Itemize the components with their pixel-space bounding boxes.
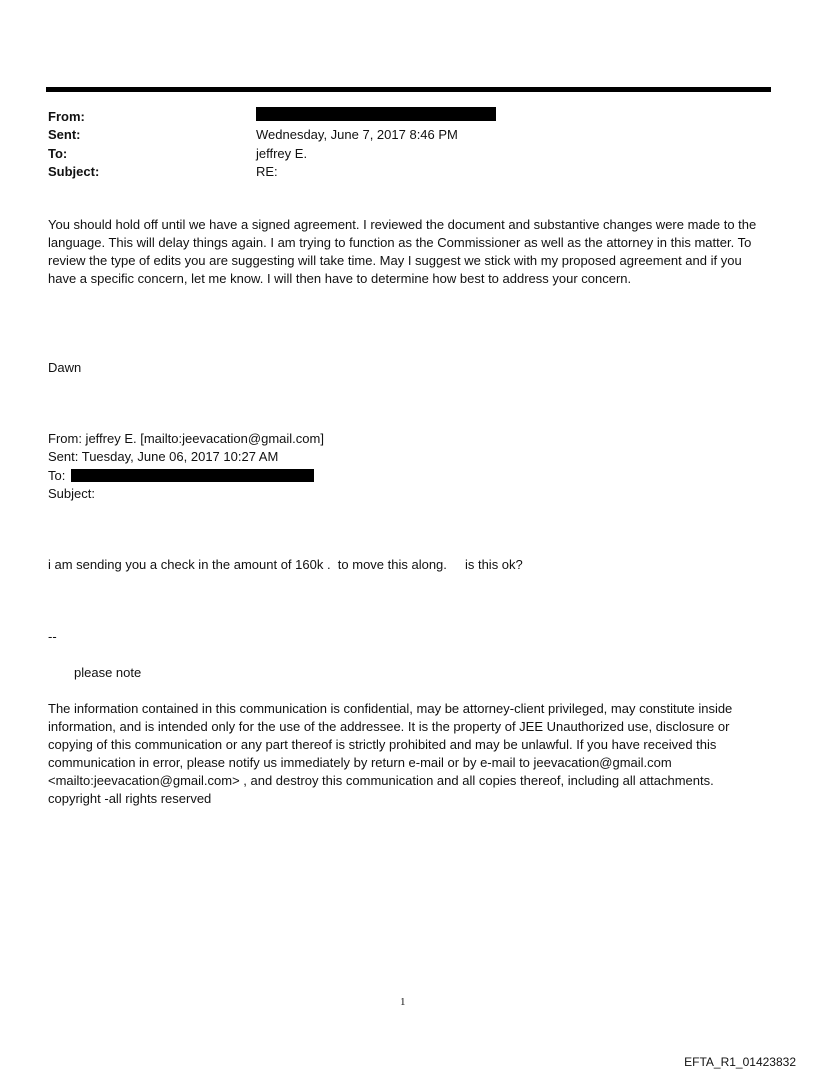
please-note: please note [74, 665, 142, 680]
header-rule [46, 87, 771, 92]
from-label: From: [48, 109, 85, 124]
disclaimer: The information contained in this communication is confidential, may be attorney-client privileged, may constitute inside information, and is intended only for the use of the addressee. It is the property of JEE Unauthorized use, disclosure or copying of this communication or any part thereof is strictly prohibited and may be unlawful. If you have received this communication in error, please notify us immediately by return e-mail or by e-mail to jeevacation@gmail.com <mailto:jeevacation@gmail.com> , and destroy this communication and all copies thereof, including all attachments. copyright -all rights reserved [48, 701, 733, 806]
page-number: 1 [400, 996, 406, 1008]
to-value: jeffrey E. [256, 146, 308, 161]
quoted-to-label: To: [48, 468, 66, 483]
redacted-from-address [256, 107, 496, 121]
reply-body: You should hold off until we have a signed agreement. I reviewed the document and substantive changes were made to the language. This will delay things again. I am trying to function as the Commissioner as well as the attorney in this matter. To review the type of edits you are suggesting will take time. May I suggest we stick with my proposed agreement and if you have a specific concern, let me know. I will then have to determine how best to address your concern. [48, 217, 757, 286]
quoted-sent-line: Sent: Tuesday, June 06, 2017 10:27 AM [48, 449, 279, 464]
quoted-message: i am sending you a check in the amount of 160k . to move this along. is this ok? [48, 557, 523, 572]
sent-value: Wednesday, June 7, 2017 8:46 PM [256, 127, 458, 142]
signature-separator: -- [48, 629, 57, 644]
document-id: EFTA_R1_01423832 [684, 1055, 796, 1069]
sent-label: Sent: [48, 127, 81, 142]
signature: Dawn [48, 360, 82, 375]
quoted-from-line: From: jeffrey E. [mailto:jeevacation@gmail.com] [48, 431, 324, 446]
quoted-subject-line: Subject: [48, 486, 95, 501]
redacted-to-address [71, 469, 314, 482]
subject-value: RE: [256, 164, 278, 179]
subject-label: Subject: [48, 164, 100, 179]
to-label: To: [48, 146, 68, 161]
